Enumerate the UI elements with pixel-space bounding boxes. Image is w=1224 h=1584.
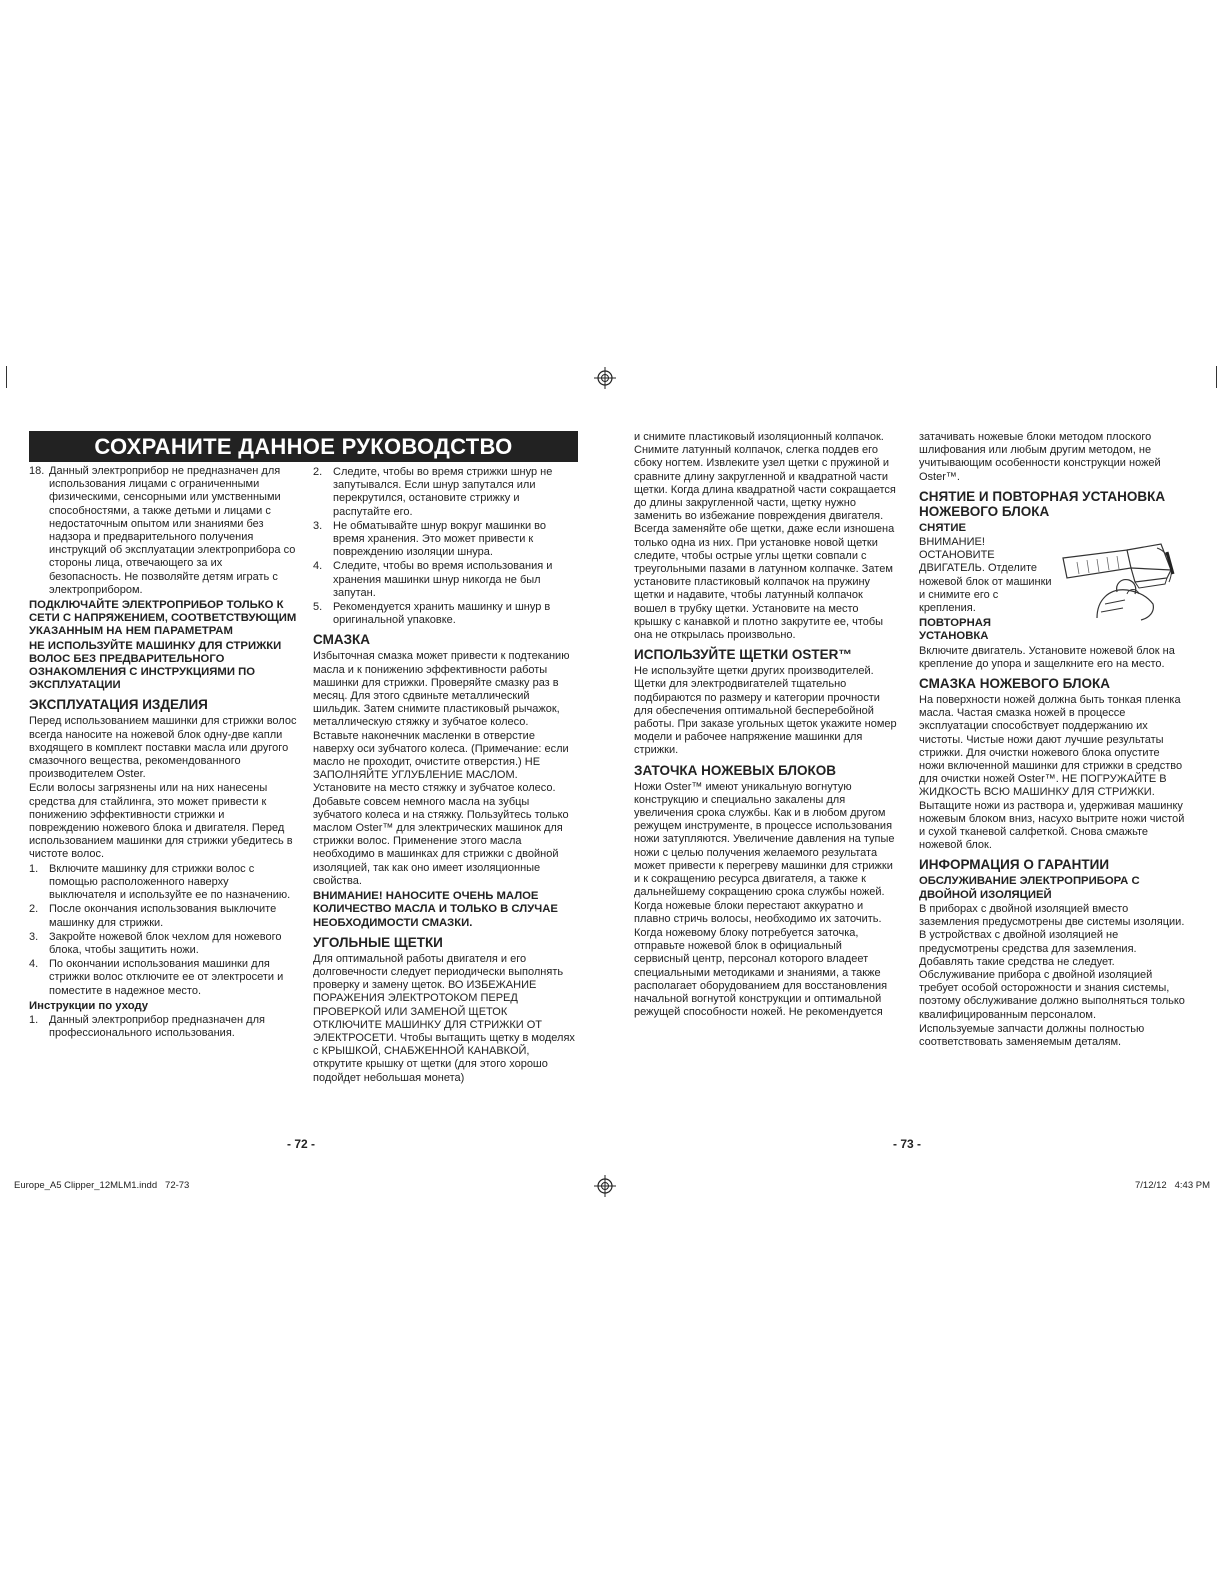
paragraph: ВНИМАНИЕ! ОСТАНОВИТЕ ДВИГАТЕЛЬ. Отделите ножевой блок от машинки и снимите его с крепления.	[919, 536, 1052, 615]
paragraph: и снимите пластиковый изоляционный колпачок. Снимите латунный колпачок, слегка поддев его сбоку ногтем. Извлеките узел щетки с пружиной и сравните длину закругленной и квадратной части щетки. Когда длина квадратной части сокращается до длины закругленной части, щетку нужно заменить во избежание повреждения двигателя. Всегда заменяйте обе щетки, даже если изношена только одна из них. При установке новой щетки следите, чтобы острые углы щетки совпали с треугольными пазами в латунном колпачке. Затем установите пластиковый колпачок на пружину щетки и надавите, чтобы латунный колпачок вошел в трубку щетки. Установите на место крышку с канавкой и плотно закрутите ее, чтобы она не открылась произвольно.	[634, 431, 896, 642]
item-text: После окончания использования выключите машинку для стрижки.	[49, 903, 277, 929]
paragraph: Перед использованием машинки для стрижки волос всегда наносите на ножевой блок одну-две капли входящего в комплект поставки масла или другого смазочного вещества, рекомендованного производителем Oster.	[29, 715, 297, 781]
warning-read-instructions: НЕ ИСПОЛЬЗУЙТЕ МАШИНКУ ДЛЯ СТРИЖКИ ВОЛОС БЕЗ ПРЕДВАРИТЕЛЬНОГО ОЗНАКОМЛЕНИЯ С ИНСТРУКЦИЯМИ ПО ЭКСПЛУАТАЦИИ	[29, 639, 282, 692]
section-heading-blade-removal: СНЯТИЕ И ПОВТОРНАЯ УСТАНОВКА НОЖЕВОГО БЛОКА	[919, 488, 1166, 519]
item-text: Следите, чтобы во время стрижки шнур не запутывался. Если шнур запутался или перекрутился, остановите стрижку и распутайте его.	[333, 466, 553, 518]
item-number: 4.	[29, 958, 39, 971]
registration-mark-bottom	[594, 1175, 616, 1197]
paragraph: Ножи Oster™ имеют уникальную вогнутую конструкцию и специально закалены для увеличения срока службы. Как и в любом другом режущем инструменте, в процессе использования ножи затупляются. Увеличение давления на тупые ножи с целью получения желаемого результата может привести к перегреву машинки для стрижки и к сокращению ресурса двигателя, а также к дальнейшему сокращению срока службы ножей. Когда ножевые блоки перестают аккуратно и плавно стричь волосы, необходимо их заточить.	[634, 780, 895, 925]
section-heading-warranty: ИНФОРМАЦИЯ О ГАРАНТИИ	[919, 857, 1110, 873]
paragraph: Включите двигатель. Установите ножевой блок на крепление до упора и защелкните его на место.	[919, 644, 1175, 670]
section-heading-sharpening: ЗАТОЧКА НОЖЕВЫХ БЛОКОВ	[634, 762, 836, 778]
list-item	[313, 466, 577, 519]
page-number-72: - 72 -	[287, 1137, 316, 1151]
crop-mark-right	[1216, 366, 1217, 388]
subheading-reinstall: ПОВТОРНАЯ УСТАНОВКА	[919, 617, 992, 643]
paragraph: Для оптимальной работы двигателя и его долговечности следует периодически выполнять проверку и замену щеток. ВО ИЗБЕЖАНИЕ ПОРАЖЕНИЯ ЭЛЕКТРОТОКОМ ПЕРЕД ПРОВЕРКОЙ ИЛИ ЗАМЕНОЙ ЩЕТОК ОТКЛЮЧИТЕ МАШИНКУ ДЛЯ СТРИЖКИ ОТ ЭЛЕКТРОСЕТИ. Чтобы вытащить щетку в моделях с КРЫШКОЙ, СНАБЖЕННОЙ КАНАВКОЙ, открутите крышку от щетки (для этого хорошо подойдет небольшая монета)	[313, 952, 575, 1084]
list-item	[29, 903, 297, 929]
save-manual-banner: СОХРАНИТЕ ДАННОЕ РУКОВОДСТВО	[29, 431, 578, 462]
item-number: 18.	[29, 465, 45, 477]
paragraph: В приборах с двойной изоляцией вместо заземления предусмотрены две системы изоляции. В устройствах с двойной изоляцией не предусмотрены средства для заземления. Добавлять такие средства не следует. Обслуживание прибора с двойной изоляцией требует особой осторожности и знания системы, поэтому обслуживание должно выполняться только квалифицированным персоналом.	[919, 902, 1185, 1021]
item-number: 4.	[313, 560, 323, 573]
list-item	[313, 520, 577, 560]
subheading-double-insulation: ОБСЛУЖИВАНИЕ ЭЛЕКТРОПРИБОРА С ДВОЙНОЙ ИЗОЛЯЦИЕЙ	[919, 875, 1140, 901]
footer-datetime: 7/12/12 4:43 PM	[1135, 1180, 1210, 1191]
subheading-removal: СНЯТИЕ	[919, 521, 966, 534]
paragraph: Не используйте щетки других производителей. Щетки для электродвигателей тщательно подбираются по размеру и категории прочности для обеспечения оптимальной бесперебойной работы. При заказе угольных щеток укажите номер модели и рабочее напряжение машинки для стрижки.	[634, 665, 897, 757]
item-number: 5.	[313, 601, 323, 614]
item-text: По окончании использования машинки для стрижки волос отключите ее от электросети и поместите в надежное место.	[49, 958, 284, 997]
item-number: 1.	[29, 1013, 39, 1026]
paragraph: Избыточная смазка может привести к подтеканию масла и к понижению эффективности работы машинки для стрижки. Проверяйте смазку раз в месяц. Для этого сдвиньте металлический шильдик. Затем снимите пластиковый рычажок, металлическую стяжку и зубчатое колесо. Вставьте наконечник масленки в отверстие наверху оси зубчатого колеса. (Примечание: если масло не проходит, очистите отверстия.) НЕ ЗАПОЛНЯЙТЕ УГЛУБЛЕНИЕ МАСЛОМ. Установите на место стяжку и зубчатое колесо. Добавьте совсем немного масла на зубцы зубчатого колеса и на стяжку. Пользуйтесь только маслом Oster™ для электрических машинок для стрижки волос. Применение этого масла необходимо в машинках для стрижки с двойной изоляцией, так как оно имеет изоляционные свойства.	[313, 650, 570, 887]
item-text: Рекомендуется хранить машинку и шнур в оригинальной упаковке.	[333, 601, 551, 627]
registration-mark-top	[594, 367, 616, 389]
list-item	[29, 863, 297, 903]
item-number: 1.	[29, 862, 39, 875]
item-text: Данный электроприбор предназначен для профессионального использования.	[49, 1013, 265, 1040]
paragraph: Если волосы загрязнены или на них нанесены средства для стайлинга, это может привести к понижению эффективности стрижки и повреждению ножевого блока и двигателя. Перед использованием машинки для стрижки убедитесь в чистоте волос.	[29, 782, 293, 861]
item-number: 2.	[313, 466, 323, 478]
item-text: Не обматывайте шнур вокруг машинки во время хранения. Это может привести к повреждению изоляции шнура.	[333, 519, 546, 559]
crop-mark-left	[6, 366, 7, 388]
list-item	[29, 958, 297, 998]
right-column-2	[919, 431, 1185, 1050]
blade-removal-illustration	[1057, 538, 1185, 622]
section-heading-blade-lubrication: СМАЗКА НОЖЕВОГО БЛОКА	[919, 676, 1111, 692]
list-item	[313, 601, 577, 627]
paragraph: На поверхности ножей должна быть тонкая пленка масла. Частая смазка ножей в процессе эксплуатации способствует поддержанию их чистоты. Чистые ножи дают лучшие результаты стрижки. Для очистки ножевого блока опустите ножи включенной машинки для стрижки в средство для очистки ножей Oster™. НЕ ПОГРУЖАЙТЕ В ЖИДКОСТЬ ВСЮ МАШИНКУ ДЛЯ СТРИЖКИ. Вытащите ножи из раствора и, удерживая машинку ножевым блоком вниз, насухо вытрите ножи чистой и сухой тканевой салфеткой. Снова смажьте ножевой блок.	[919, 694, 1185, 852]
footer-file-name: Europe_A5 Clipper_12MLM1.indd 72-73	[14, 1180, 190, 1191]
item-text: Следите, чтобы во время использования и хранения машинки шнур никогда не был запутан.	[333, 560, 553, 599]
page-number-73: - 73 -	[893, 1137, 922, 1151]
section-heading-lubrication: СМАЗКА	[313, 632, 371, 648]
right-column-1	[634, 431, 898, 1020]
paragraph: Используемые запчасти должны полностью соответствовать заменяемым деталям.	[919, 1022, 1145, 1048]
item-number: 3.	[29, 930, 39, 943]
item-number: 2.	[29, 903, 39, 916]
care-heading: Инструкции по уходу	[29, 999, 149, 1012]
section-heading-operation: ЭКСПЛУАТАЦИЯ ИЗДЕЛИЯ	[29, 697, 208, 713]
page-72	[29, 431, 579, 1151]
paragraph: затачивать ножевые блоки методом плоского шлифования или любым другим методом, не учитывающим особенности конструкции ножей Oster™.	[919, 431, 1161, 483]
paragraph: Когда ножевому блоку потребуется заточка, отправьте ножевой блок в официальный сервисный центр, персонал которого владеет специальными методиками и знаниями, а также располагает оборудованием для восстановления начальной вогнутой конструкции и оптимальной режущей способности ножей. Не рекомендуется	[634, 926, 888, 1019]
section-heading-oster-brushes: ИСПОЛЬЗУЙТЕ ЩЕТКИ OSTER™	[634, 647, 852, 663]
page-73	[634, 431, 1184, 1151]
item-number: 3.	[313, 519, 323, 532]
list-item	[29, 1014, 297, 1040]
warning-voltage: ПОДКЛЮЧАЙТЕ ЭЛЕКТРОПРИБОР ТОЛЬКО К СЕТИ С НАПРЯЖЕНИЕМ, СООТВЕТСТВУЮЩИМ УКАЗАННЫМ НА НЕМ ПАРАМЕТРАМ	[29, 599, 297, 638]
section-heading-carbon-brushes: УГОЛЬНЫЕ ЩЕТКИ	[313, 934, 443, 950]
warning-oil-amount: ВНИМАНИЕ! НАНОСИТЕ ОЧЕНЬ МАЛОЕ КОЛИЧЕСТВО МАСЛА И ТОЛЬКО В СЛУЧАЕ НЕОБХОДИМОСТИ СМАЗКИ.	[313, 890, 558, 929]
item-text: Закройте ножевой блок чехлом для ножевого блока, чтобы защитить ножи.	[49, 930, 282, 956]
list-item	[313, 560, 577, 600]
item-text: Данный электроприбор не предназначен для использования лицами с ограниченными физическими, сенсорными или умственными способностями, а также детьми и лицами с недостаточным опытом или знаниями без надзора и предварительного получения инструкций об эксплуатации электроприбора со стороны лица, отвечающего за их безопасность. Не позволяйте детям играть с электроприбором.	[49, 465, 296, 596]
item-text: Включите машинку для стрижки волос с помощью расположенного наверху выключателя и используйте ее по назначению.	[49, 862, 291, 902]
left-column-2	[313, 466, 577, 1086]
list-item	[29, 465, 297, 597]
list-item	[29, 931, 297, 957]
